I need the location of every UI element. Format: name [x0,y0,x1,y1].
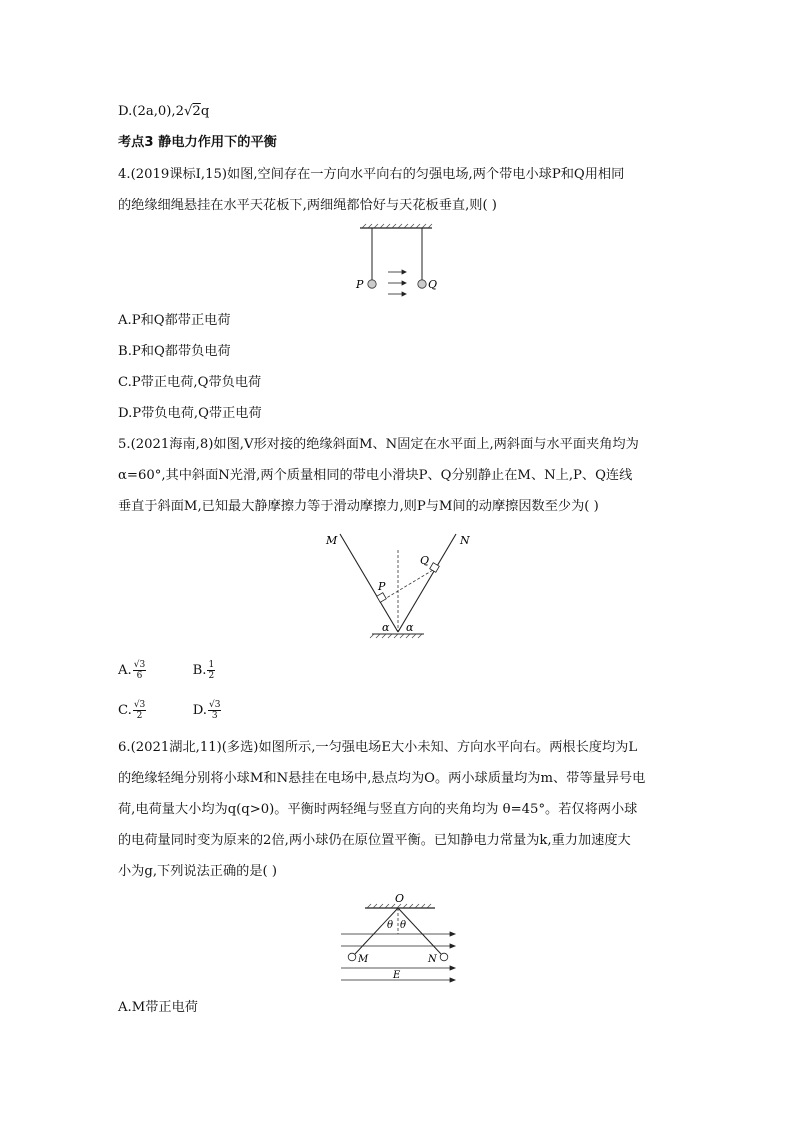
q6-label-m: M [358,954,369,965]
q6-option-a: A.M带正电荷 [118,1000,198,1015]
q4-field-arrows [388,270,406,296]
q5-option-a-label: A. [118,663,132,678]
q4-option-a: A.P和Q都带正电荷 [118,313,231,328]
q6-stem-line2: 的绝缘轻绳分别将小球M和N悬挂在电场中,悬点均为O。两小球质量均为m、带等量异号电 [118,771,646,786]
q6-label-theta-left: θ [387,920,394,931]
q5-figure [320,528,480,643]
q5-option-b-fraction [207,660,215,681]
q6-stem-line1: 6.(2021湖北,11)(多选)如图所示,一匀强电场E大小未知、方向水平向右。两根长度均为L [118,740,638,755]
q5-incline-n [398,534,456,632]
q6-label-n: N [428,954,437,965]
q5-option-b [192,660,216,681]
q5-options-row1 [118,660,215,681]
q5-option-c-label: C. [118,703,132,718]
q6-ball-m [348,953,356,961]
q5-block-p [377,593,387,603]
q5-option-c [118,700,146,721]
q5-option-d-den: 3 [211,711,218,721]
q5-option-a-num: √3 [133,660,146,670]
q5-ground-hatch [370,634,422,638]
q5-options-row2 [118,700,221,721]
q3-option-d [118,104,209,120]
q5-option-b-den: 2 [208,671,215,681]
q4-label-q: Q [428,278,438,291]
q4-option-d: D.P带负电荷,Q带正电荷 [118,406,262,421]
q5-option-c-num: √3 [133,700,146,710]
q6-string-n [398,908,441,954]
q4-ball-q [418,280,426,288]
q4-label-p: P [356,278,364,291]
q3-option-d-label: D.(2a,0),2 [118,104,185,119]
q5-label-alpha-left: α [382,621,390,634]
q6-ball-n [440,953,448,961]
q4-ceiling-hatch [362,224,432,228]
sqrt-symbol: √ [184,104,193,119]
q3-option-d-suffix: q [200,104,210,119]
q6-label-theta-right: θ [400,920,407,931]
q5-option-a-den: 6 [136,671,143,681]
q6-label-e: E [393,970,401,981]
q5-option-c-den: 2 [136,711,143,721]
q3-option-d-root: 2 [192,104,201,119]
q5-option-d-fraction [208,700,221,721]
q5-label-q: Q [420,554,430,567]
q4-figure [350,222,450,302]
q4-stem-line1: 4.(2019课标Ⅰ,15)如图,空间存在一方向水平向右的匀强电场,两个带电小球P和Q用相同 [118,167,625,182]
q6-string-m [355,908,398,954]
q5-option-b-label: B. [192,663,207,678]
section-title: 考点3 静电力作用下的平衡 [118,135,277,150]
q4-option-b: B.P和Q都带负电荷 [118,344,231,359]
q4-ball-p [368,280,376,288]
q5-incline-m [340,534,398,632]
q5-stem-line2: α=60°,其中斜面N光滑,两个质量相同的带电小滑块P、Q分别静止在M、N上,P、Q连线 [118,468,633,483]
q6-stem-line3: 荷,电荷量大小均为q(q>0)。平衡时两轻绳与竖直方向的夹角均为 θ=45°。若仅将两小球 [118,802,638,817]
q5-option-d [192,700,222,721]
q6-figure [335,888,465,988]
q5-label-p: P [378,580,386,593]
q6-stem-line4: 的电荷量同时变为原来的2倍,两小球仍在原位置平衡。已知静电力常量为k,重力加速度大 [118,833,631,848]
q5-stem-line1: 5.(2021海南,8)如图,V形对接的绝缘斜面M、N固定在水平面上,两斜面与水平面夹角均为 [118,437,639,452]
q5-option-d-label: D. [192,703,207,718]
q5-label-n: N [460,534,470,547]
q5-option-c-fraction [133,700,146,721]
q6-stem-line5: 小为g,下列说法正确的是( ) [118,864,277,879]
q4-option-c: C.P带正电荷,Q带负电荷 [118,375,262,390]
q5-option-a [118,660,146,681]
q5-option-b-num: 1 [208,660,215,670]
q5-option-a-fraction [133,660,146,681]
q5-option-d-num: √3 [208,700,221,710]
q4-stem-line2: 的绝缘细绳悬挂在水平天花板下,两细绳都恰好与天花板垂直,则( ) [118,198,497,213]
q5-stem-line3: 垂直于斜面M,已知最大静摩擦力等于滑动摩擦力,则P与M间的动摩擦因数至少为( ) [118,499,599,514]
q6-label-o: O [395,892,405,905]
q5-label-alpha-right: α [406,621,414,634]
q5-label-m: M [326,534,338,547]
